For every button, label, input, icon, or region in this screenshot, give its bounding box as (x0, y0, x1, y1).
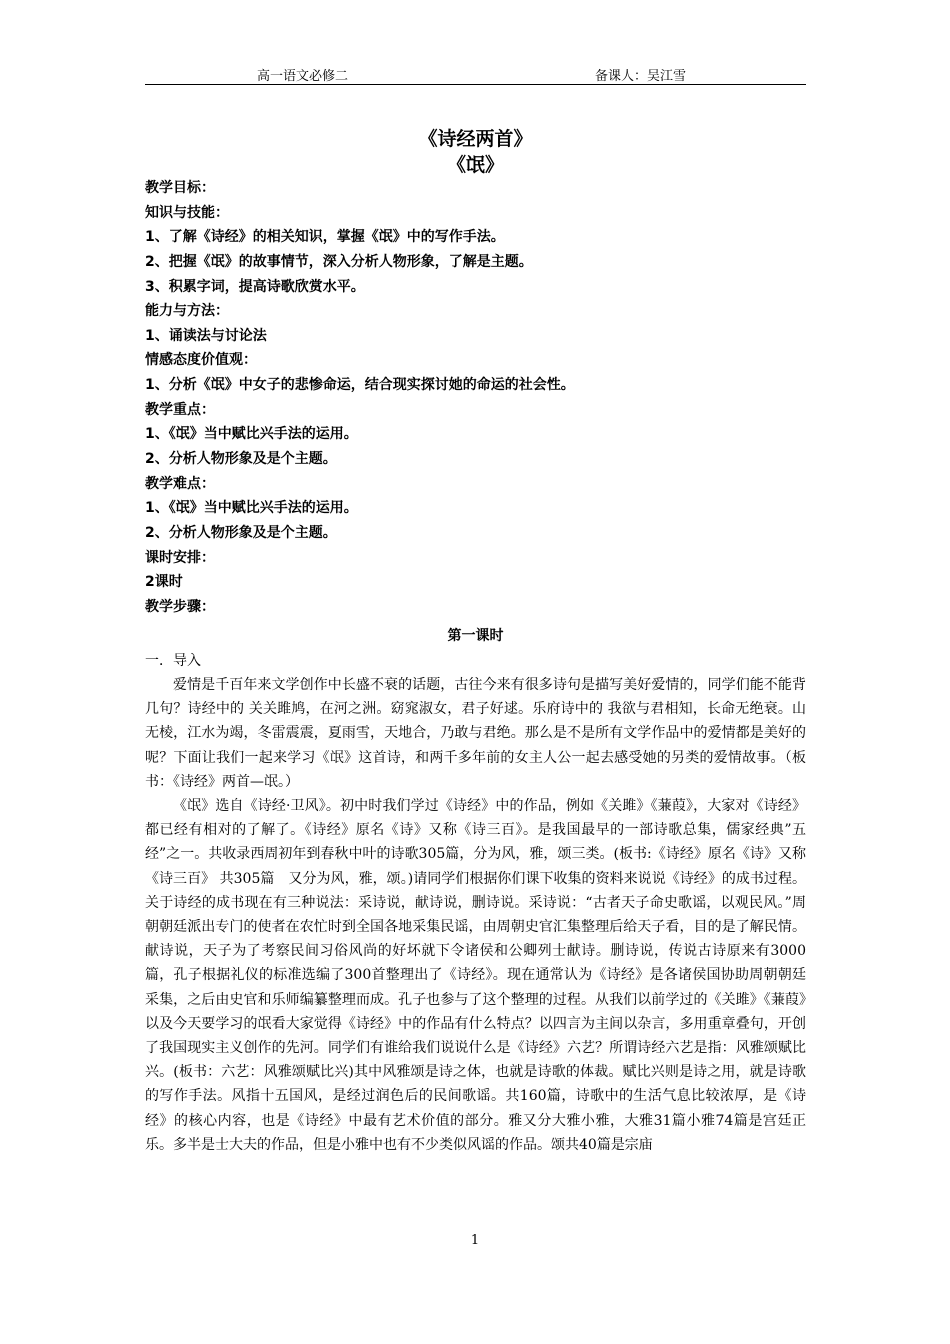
outline-item: 2、分析人物形象及是个主题。 (145, 451, 337, 468)
outline-item: 3、积累字词，提高诗歌欣赏水平。 (145, 278, 365, 295)
outline-heading-values: 情感态度价值观： (145, 352, 257, 369)
outline-item: 2、分析人物形象及是个主题。 (145, 524, 337, 541)
outline-item: 1、诵读法与讨论法 (145, 327, 267, 344)
outline-item: 1、分析《氓》中女子的悲惨命运，结合现实探讨她的命运的社会性。 (145, 377, 575, 394)
outline-item: 2、把握《氓》的故事情节，深入分析人物形象，了解是主题。 (145, 253, 533, 270)
header-author: 备课人：吴江雪 (595, 69, 687, 84)
page-header (145, 62, 806, 85)
page-number: 1 (470, 1233, 480, 1248)
outline-item: 1、《氓》当中赋比兴手法的运用。 (145, 426, 358, 443)
outline-heading-difficulties: 教学难点： (145, 475, 215, 492)
outline-heading-objectives: 教学目标： (145, 180, 215, 196)
outline-heading-steps: 教学步骤： (145, 598, 215, 615)
outline-item: 1、了解《诗经》的相关知识，掌握《氓》中的写作手法。 (145, 229, 505, 246)
outline-heading-knowledge: 知识与技能： (145, 204, 229, 221)
outline-item: 2课时 (145, 574, 183, 591)
outline-heading-methods: 能力与方法： (145, 303, 229, 320)
outline-item: 1、《氓》当中赋比兴手法的运用。 (145, 500, 358, 517)
lesson-outline (145, 176, 806, 620)
header-course: 高一语文必修二 (257, 69, 349, 84)
body-paragraph: 爱情是千百年来文学创作中长盛不衰的话题，古往今来有很多诗句是描写美好爱情的，同学们能不能背几句？诗经中的 关关雎鸠，在河之洲。窈窕淑女，君子好逑。乐府诗中的 我欲与君相知，长命无绝衰。山无棱，江水为竭，冬雷震震，夏雨雪，天地合，乃敢与君绝。那么是不是所有文学作品中的爱情都是美好的呢？下面让我们一起来学习《氓》这首诗，和两千多年前的女主人公一起去感受她的另类的爱情故事。（板书：《诗经》两首—氓。） (145, 677, 806, 790)
body-paragraph: 《氓》选自《诗经·卫风》。初中时我们学过《诗经》中的作品，例如《关雎》《蒹葭》，大家对《诗经》都已经有相对的了解了。《诗经》原名《诗》又称《诗三百》。是我国最早的一部诗歌总集，儒家经典”五经”之一。共收录西周初年到春秋中叶的诗歌305篇，分为风，雅，颂三类。(板书:《诗经》原名《诗》又称《诗三百》 共305篇 又分为风，雅，颂。)请同学们根据你们课下收集的资料来说说《诗经》的成书过程。关于诗经的成书现在有三种说法：采诗说，献诗说，删诗说。采诗说：“古者天子命史歌谣，以观民风。”周朝朝廷派出专门的使者在农忙时到全国各地采集民谣，由周朝史官汇集整理后给天子看，目的是了解民情。献诗说，天子为了考察民间习俗风尚的好坏就下令诸侯和公卿列士献诗。删诗说，传说古诗原来有3000篇，孔子根据礼仪的标准选编了300首整理出了《诗经》。现在通常认为《诗经》是各诸侯国协助周朝朝廷采集，之后由史官和乐师编纂整理而成。孔子也参与了这个整理的过程。从我们以前学过的《关雎》《蒹葭》以及今天要学习的氓看大家觉得《诗经》中的作品有什么特点？以四言为主间以杂言，多用重章叠句，开创了我国现实主义创作的先河。同学们有谁给我们说说什么是《诗经》六艺？所谓诗经六艺是指：风雅颂赋比兴。(板书：六艺：风雅颂赋比兴)其中风雅颂是诗之体，也就是诗歌的体裁。赋比兴则是诗之用，就是诗歌的写作手法。风指十五国风，是经过润色后的民间歌谣。共160篇，诗歌中的生活气息比较浓厚，是《诗经》的核心内容，也是《诗经》中最有艺术价值的部分。雅又分大雅小雅，大雅31篇小雅74篇是宫廷正乐。多半是士大夫的作品，但是小雅中也有不少类似风谣的作品。颂共40篇是宗庙 (145, 798, 806, 1153)
outline-heading-key-points: 教学重点： (145, 401, 215, 418)
document-subtitle: 《氓》 (446, 154, 504, 176)
outline-heading-schedule: 课时安排： (145, 549, 215, 566)
document-title: 《诗经两首》 (418, 128, 533, 150)
lesson-heading: 第一课时 (447, 628, 504, 644)
section-label: 一．导入 (145, 653, 201, 669)
